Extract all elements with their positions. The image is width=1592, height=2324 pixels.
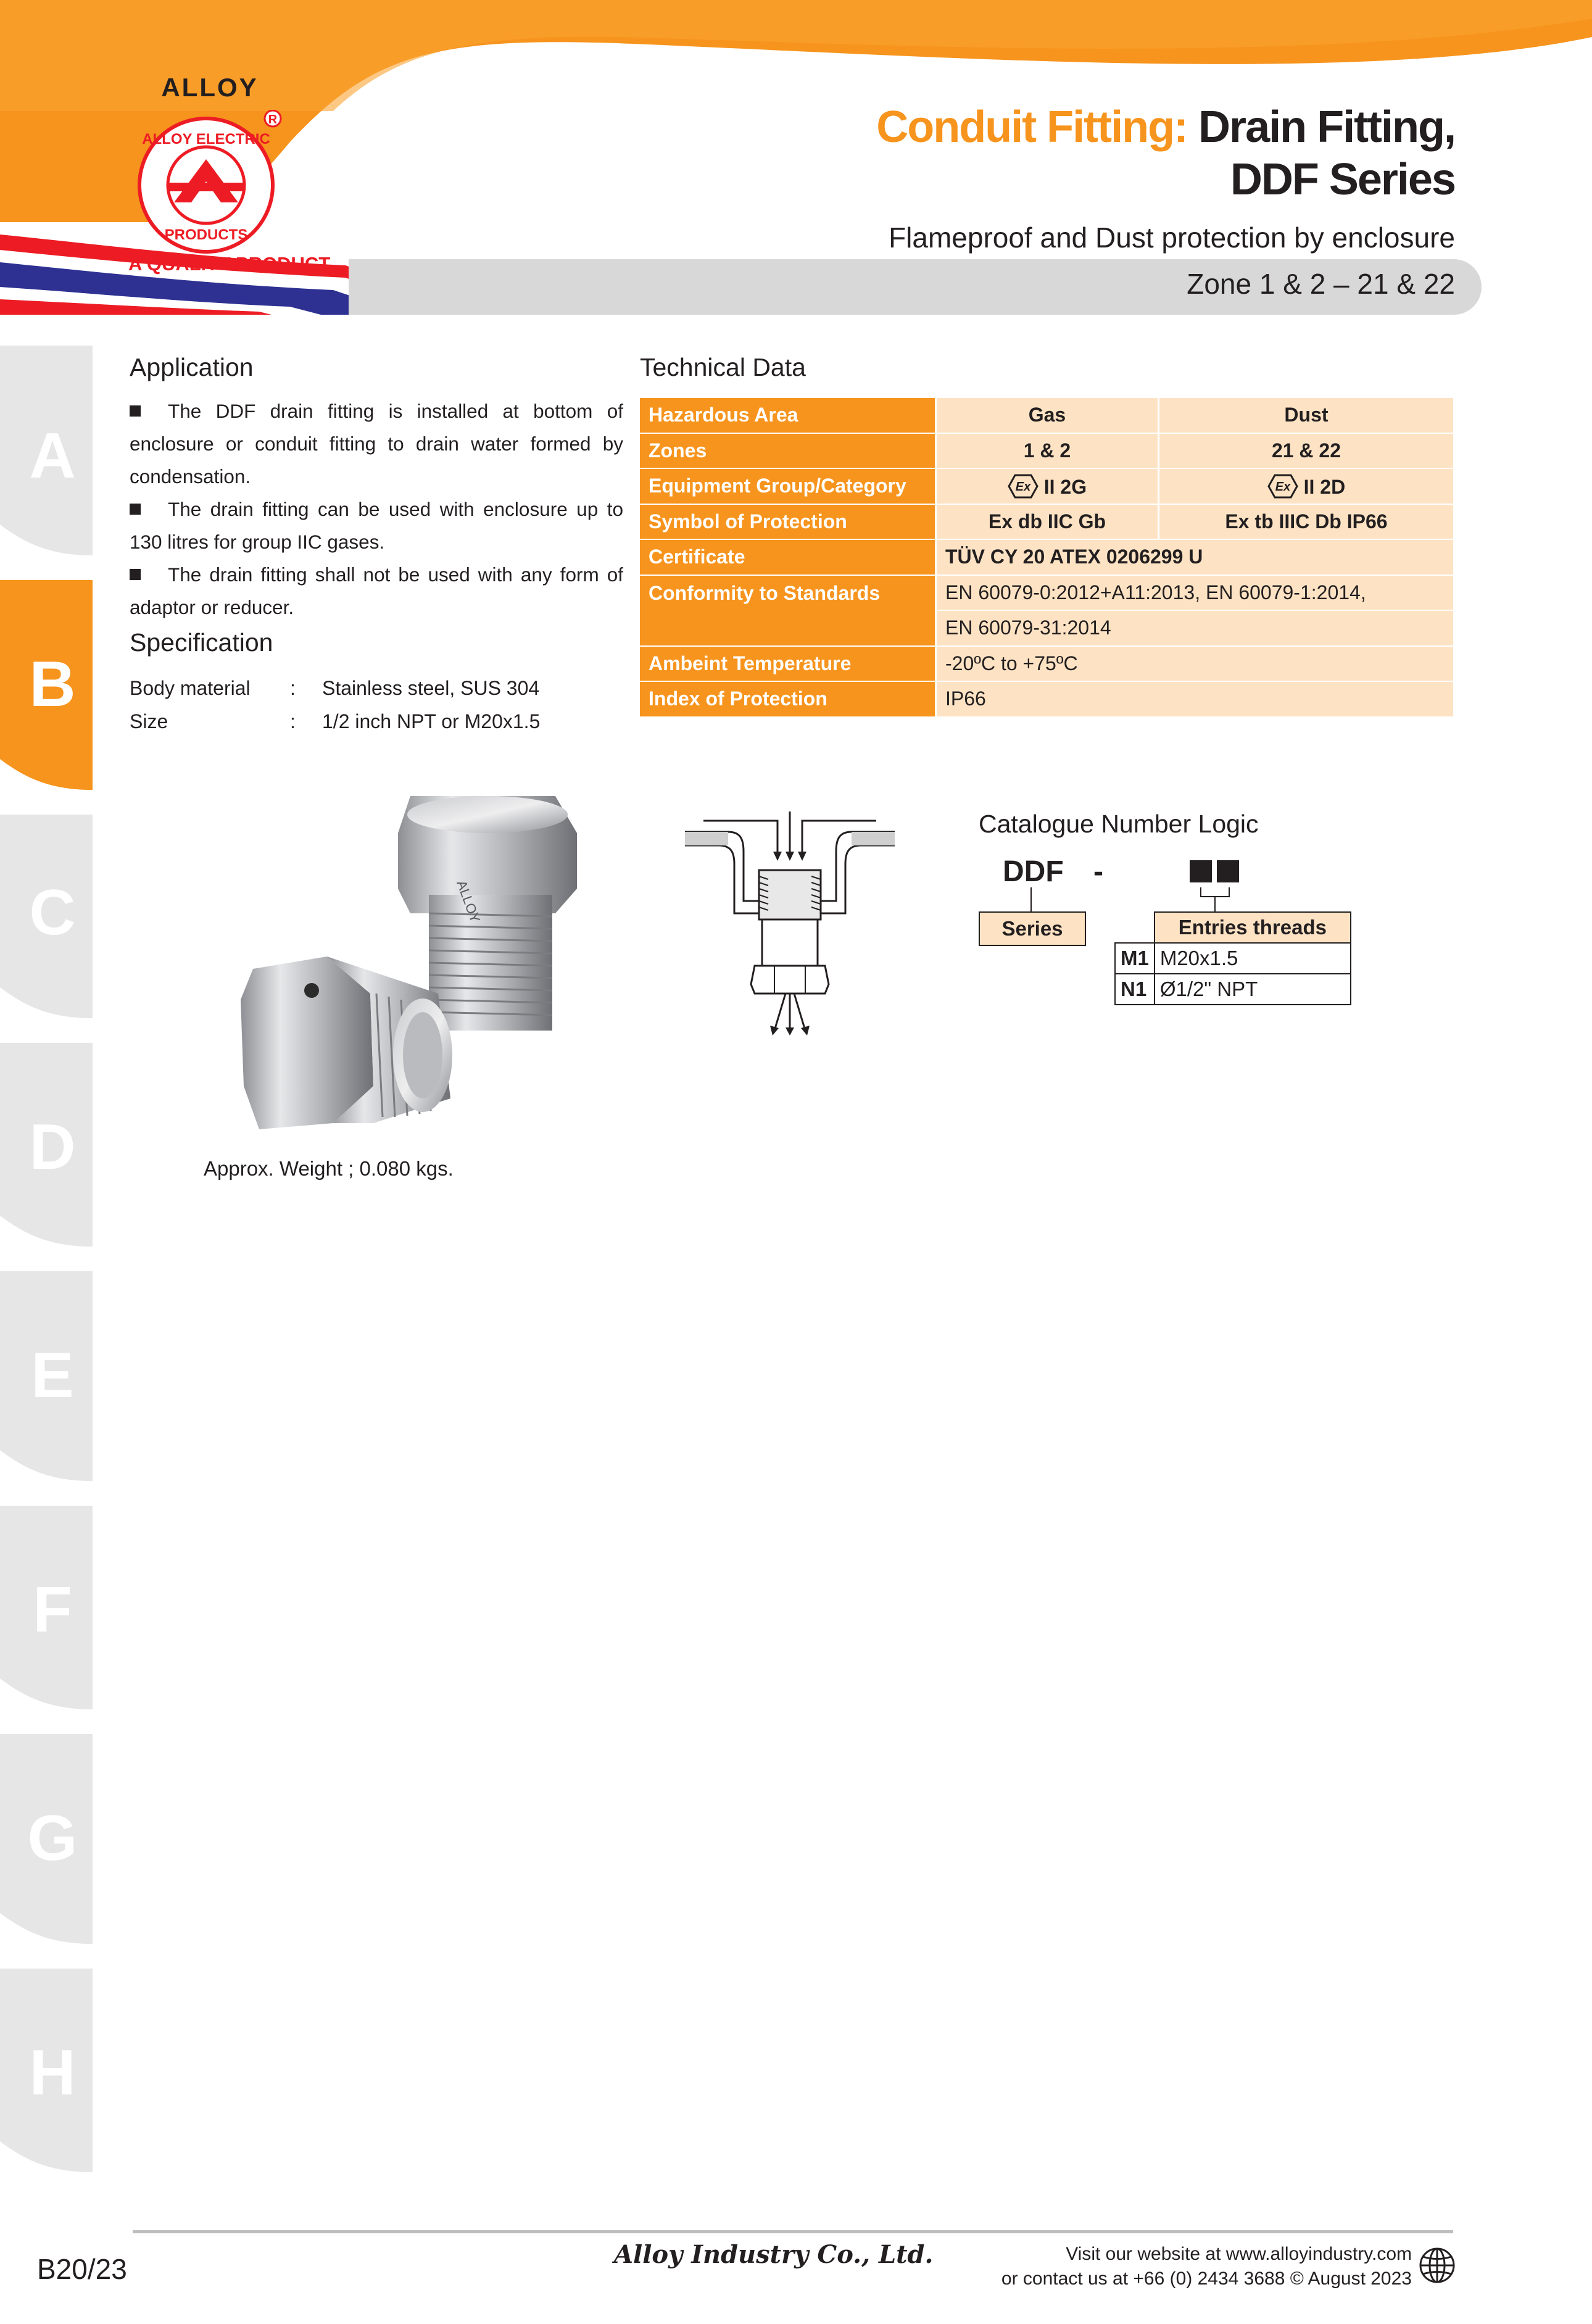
dust-header: Dust	[1158, 398, 1453, 433]
table-row: Equipment Group/Category Ex II 2G Ex II 2D	[640, 468, 1453, 504]
tab-g[interactable]: G	[27, 1803, 78, 1874]
entries-table	[1114, 911, 1351, 1005]
table-row: N1 Ø1/2" NPT	[1115, 974, 1351, 1005]
application-item: The DDF drain fitting is installed at bottom of enclosure or conduit fitting to drain water formed by condensation.	[130, 400, 623, 488]
catalogue-dash: -	[1093, 855, 1103, 888]
spec-row: Size : 1/2 inch NPT or M20x1.5	[130, 710, 541, 732]
specification-list	[130, 671, 540, 738]
technical-title: Technical Data	[640, 353, 806, 381]
placeholder-square-icon	[1190, 860, 1212, 882]
page-number: B20/23	[37, 2253, 127, 2285]
series-label: Series	[979, 911, 1086, 946]
title-prefix: Conduit Fitting:	[876, 102, 1188, 152]
table-row: Certificate TÜV CY 20 ATEX 0206299 U	[640, 539, 1453, 575]
tab-a[interactable]: A	[29, 420, 76, 492]
alloy-logo-seal	[137, 110, 283, 255]
table-row: Symbol of Protection Ex db IIC Gb Ex tb IIIC Db IP66	[640, 504, 1453, 540]
application-item: The drain fitting can be used with enclosure up to 130 litres for group IIC gases.	[130, 498, 623, 553]
svg-text:ALLOY: ALLOY	[454, 878, 484, 925]
ex-hexagon-icon	[1267, 474, 1298, 499]
ex-hexagon-icon	[1008, 474, 1039, 499]
svg-text:ALLOY ELECTRIC: ALLOY ELECTRIC	[142, 131, 270, 147]
title-series: DDF Series	[1230, 155, 1455, 204]
bullet-icon	[130, 405, 141, 417]
table-row: Conformity to Standards EN 60079-0:2012+A11:2013, EN 60079-1:2014,	[640, 575, 1453, 611]
globe-icon	[1418, 2246, 1456, 2285]
side-tabs-background	[0, 346, 93, 2197]
title-main: Drain Fitting,	[1198, 102, 1455, 152]
svg-text:PRODUCTS: PRODUCTS	[164, 226, 248, 243]
entries-header: Entries threads	[1155, 912, 1351, 943]
tab-c[interactable]: C	[29, 877, 76, 948]
footer-divider	[133, 2230, 1453, 2233]
tab-d[interactable]: D	[29, 1111, 76, 1183]
hazardous-label: Hazardous Area	[640, 398, 936, 433]
table-row: EN 60079-31:2014	[640, 610, 1453, 646]
logo-tagline: A QUALITY PRODUCT	[128, 253, 331, 275]
tab-f[interactable]: F	[33, 1574, 72, 1646]
technical-table	[640, 398, 1453, 718]
catalogue-connector-lines	[979, 887, 1312, 912]
svg-text:R: R	[268, 113, 278, 127]
drain-cross-section-diagram	[682, 808, 898, 1037]
bullet-icon	[130, 504, 141, 515]
specification-title: Specification	[130, 628, 273, 657]
svg-text:Ex: Ex	[1275, 479, 1290, 494]
tab-e[interactable]: E	[31, 1340, 74, 1411]
logo-brand: ALLOY	[161, 73, 259, 102]
table-row	[1115, 912, 1351, 943]
table-row: M1 M20x1.5	[1115, 943, 1351, 974]
application-title: Application	[130, 353, 254, 381]
table-row: Index of Protection IP66	[640, 681, 1453, 717]
tab-b[interactable]: B	[29, 649, 76, 720]
product-weight: Approx. Weight ; 0.080 kgs.	[204, 1157, 454, 1180]
catalogue-code: DDF	[1003, 855, 1064, 888]
drain-fitting-photo	[234, 790, 580, 1135]
page-title	[876, 102, 1455, 152]
gas-header: Gas	[936, 398, 1159, 433]
spec-row: Body material : Stainless steel, SUS 304	[130, 677, 540, 699]
page-subtitle: Flameproof and Dust protection by enclosure	[889, 222, 1455, 254]
tab-h[interactable]: H	[29, 2037, 76, 2109]
placeholder-square-icon	[1217, 860, 1239, 882]
table-row	[640, 398, 1453, 433]
table-row: Zones 1 & 2 21 & 22	[640, 433, 1453, 469]
bullet-icon	[130, 569, 141, 580]
svg-text:Ex: Ex	[1015, 479, 1031, 494]
contact-text: or contact us at +66 (0) 2434 3688 © August 2023	[1001, 2268, 1412, 2289]
catalogue-title: Catalogue Number Logic	[979, 810, 1259, 838]
table-row: Ambeint Temperature -20ºC to +75ºC	[640, 646, 1453, 682]
company-name: Alloy Industry Co., Ltd.	[614, 2240, 934, 2269]
zone-text: Zone 1 & 2 – 21 & 22	[1187, 268, 1455, 300]
website-text: Visit our website at www.alloyindustry.com	[1066, 2244, 1412, 2264]
application-item: The drain fitting shall not be used with any form of adaptor or reducer.	[130, 563, 623, 618]
application-list	[130, 395, 623, 624]
